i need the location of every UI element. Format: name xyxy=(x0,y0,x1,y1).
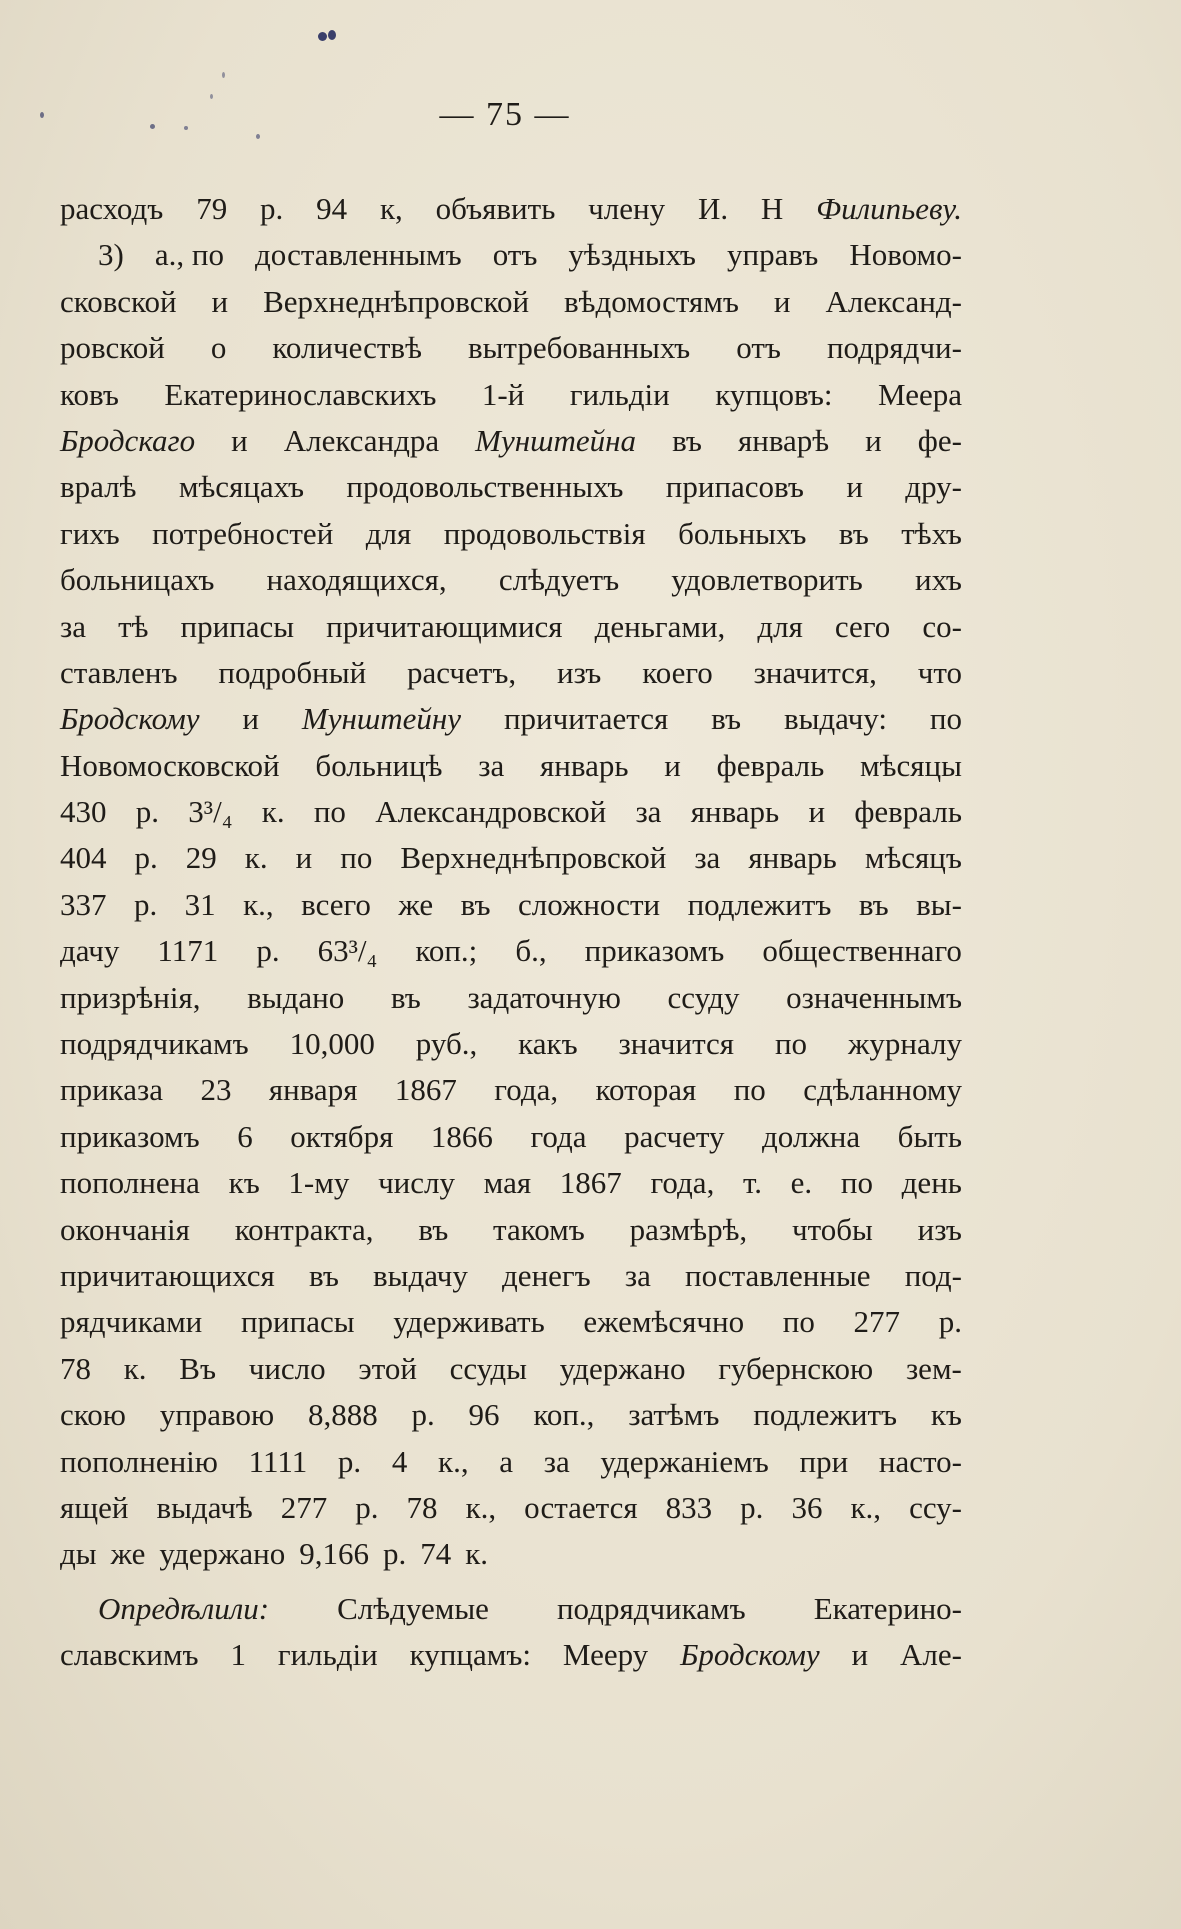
word: что xyxy=(917,654,962,690)
word: къ xyxy=(228,1165,260,1201)
word: мѣсяцъ xyxy=(864,840,962,876)
word: И. xyxy=(697,191,729,226)
word: славскимъ xyxy=(60,1637,199,1673)
word: расходъ xyxy=(60,191,164,226)
word: губернскою xyxy=(718,1350,874,1386)
word: Але- xyxy=(900,1637,962,1673)
italic-word: Мунштейна xyxy=(475,422,637,458)
word: припасовъ xyxy=(665,469,804,505)
text-line xyxy=(60,1253,962,1299)
word: приказомъ xyxy=(584,933,725,969)
word: мѣсяцахъ xyxy=(178,469,305,505)
word: за xyxy=(60,608,87,644)
word: значится xyxy=(618,1026,735,1062)
word: дру- xyxy=(905,469,962,505)
word: 79 xyxy=(196,191,228,226)
word: коп., xyxy=(533,1397,595,1433)
word: доставленнымъ xyxy=(255,237,462,273)
word: причитается xyxy=(503,701,669,737)
word: 833 xyxy=(665,1489,713,1525)
word: въ xyxy=(711,701,742,737)
word: 3³/₄ xyxy=(188,794,233,830)
word: за xyxy=(635,794,662,830)
italic-word: Бродскому xyxy=(60,701,200,737)
word: к, xyxy=(379,191,403,226)
word: въ xyxy=(460,886,491,922)
word: к., xyxy=(438,1443,469,1479)
text-line xyxy=(60,696,962,742)
text-line xyxy=(60,1021,962,1067)
word: февраль xyxy=(854,794,962,830)
word: удержано xyxy=(559,1350,686,1386)
word: к. xyxy=(123,1350,147,1386)
word: означеннымъ xyxy=(786,979,962,1015)
italic-word: Бродскому xyxy=(680,1637,820,1673)
word: ды xyxy=(60,1536,97,1572)
word: 31 xyxy=(184,886,216,922)
word: и xyxy=(295,840,313,876)
word: Меера xyxy=(878,376,962,412)
word: припасы xyxy=(180,608,295,644)
word: Н xyxy=(760,191,784,226)
word: окончанія xyxy=(60,1211,190,1247)
word: пополнена xyxy=(60,1165,200,1201)
italic-word: Филипьеву. xyxy=(816,191,962,226)
word: при xyxy=(799,1443,849,1479)
word: въ xyxy=(672,422,702,458)
word: и xyxy=(851,1637,869,1673)
word: года, xyxy=(494,1072,559,1108)
word: управъ xyxy=(727,237,819,273)
word: к., xyxy=(850,1489,882,1525)
word: января xyxy=(268,1072,358,1108)
paragraph-gap xyxy=(60,1578,962,1586)
word: поставленные xyxy=(685,1257,871,1293)
text-line xyxy=(60,1114,962,1160)
text-line xyxy=(60,372,962,418)
word: январь xyxy=(748,840,837,876)
word: за xyxy=(478,747,505,783)
word: и xyxy=(808,794,826,830)
word: 1867 xyxy=(559,1165,622,1201)
word: за xyxy=(543,1443,570,1479)
word: которая xyxy=(595,1072,697,1108)
word: и xyxy=(242,701,259,737)
word: вѣдомостямъ xyxy=(564,283,739,319)
word: мая xyxy=(483,1165,532,1201)
text-line xyxy=(60,1346,962,1392)
word: ихъ xyxy=(915,562,962,598)
word: р. xyxy=(260,191,284,226)
word: приказа xyxy=(60,1072,164,1108)
word: подробный xyxy=(218,654,367,690)
word: о xyxy=(210,330,227,366)
word: объявить xyxy=(435,191,556,226)
word: быть xyxy=(897,1118,962,1154)
word: ковъ xyxy=(60,376,119,412)
word: гильдіи xyxy=(569,376,670,412)
word: 277 xyxy=(280,1489,328,1525)
word: за xyxy=(694,840,721,876)
word: по xyxy=(840,1165,873,1201)
word: причитающимися xyxy=(326,608,563,644)
word: 6 xyxy=(237,1118,253,1154)
text-line xyxy=(60,789,962,835)
word: к., xyxy=(465,1489,497,1525)
text-line xyxy=(60,1586,962,1632)
word: январь xyxy=(690,794,780,830)
word: находящихся, xyxy=(266,562,447,598)
word: 36 xyxy=(791,1489,823,1525)
word: выдачу: xyxy=(783,701,887,737)
word: ящей xyxy=(60,1489,129,1525)
word: р. xyxy=(938,1304,962,1340)
word: Верхнеднѣпровской xyxy=(400,840,667,876)
word: р. xyxy=(135,794,160,830)
word: октября xyxy=(290,1118,394,1154)
word: насто- xyxy=(878,1443,962,1479)
italic-word: Мунштейну xyxy=(301,701,462,737)
word: выдачѣ xyxy=(156,1489,253,1525)
word: подрядчикамъ xyxy=(556,1590,746,1626)
word: и xyxy=(773,283,791,319)
word: зем- xyxy=(905,1350,962,1386)
word: продовольственныхъ xyxy=(346,469,624,505)
word: 10,000 xyxy=(289,1026,375,1062)
word: количествѣ xyxy=(272,330,422,366)
word: сложности xyxy=(517,886,661,922)
ink-speck-mark xyxy=(256,134,260,139)
word: въ xyxy=(418,1211,449,1247)
word: руб., xyxy=(415,1026,478,1062)
word: пополненію xyxy=(60,1443,218,1479)
word: 430 xyxy=(60,794,107,830)
word: коего xyxy=(642,654,713,690)
word: 8,888 xyxy=(307,1397,378,1433)
word: же xyxy=(110,1536,146,1572)
word: февраль xyxy=(716,747,825,783)
word: какъ xyxy=(518,1026,578,1062)
word: больницѣ xyxy=(315,747,443,783)
word: въ xyxy=(390,979,421,1015)
word: и xyxy=(211,283,229,319)
word: т. xyxy=(743,1165,762,1201)
word: года, xyxy=(650,1165,715,1201)
word: 23 xyxy=(200,1072,232,1108)
word: числу xyxy=(378,1165,455,1201)
word: сковской xyxy=(60,283,177,319)
word: затѣмъ xyxy=(628,1397,720,1433)
word: дачу xyxy=(60,933,120,969)
text-line xyxy=(60,232,962,278)
word: январь xyxy=(540,747,629,783)
word: тѣхъ xyxy=(901,515,962,551)
word: по xyxy=(929,701,962,737)
page-number: — 75 — xyxy=(439,96,571,133)
word: призрѣнія, xyxy=(60,979,201,1015)
word: а., по xyxy=(154,237,224,273)
word: по xyxy=(782,1304,815,1340)
word: ставленъ xyxy=(60,654,178,690)
word: удовлетворить xyxy=(671,562,863,598)
word: гихъ xyxy=(60,515,120,551)
word: потребностей xyxy=(152,515,334,551)
word: и xyxy=(664,747,681,783)
word: число xyxy=(248,1350,326,1386)
word: Александра xyxy=(283,422,440,458)
word: коп.; xyxy=(415,933,478,969)
word: тѣ xyxy=(118,608,149,644)
word: удержано xyxy=(159,1536,286,1572)
word: 4 xyxy=(391,1443,408,1479)
text-line xyxy=(60,1160,962,1206)
text-line xyxy=(60,882,962,928)
word: к. xyxy=(261,794,285,830)
text-line xyxy=(60,604,962,650)
word: р. xyxy=(383,1536,407,1572)
word: по xyxy=(313,794,346,830)
text-line xyxy=(60,650,962,696)
word: 74 xyxy=(420,1536,452,1572)
word: подрядчикамъ xyxy=(60,1026,249,1062)
word: ровской xyxy=(60,330,165,366)
word: вытребованныхъ xyxy=(467,330,691,366)
italic-word: Бродскаго xyxy=(60,422,196,458)
word: больницахъ xyxy=(60,562,215,598)
word: р. xyxy=(337,1443,362,1479)
word: 404 xyxy=(60,840,107,876)
word: Верхнеднѣпровской xyxy=(263,283,530,319)
word: купцовъ: xyxy=(715,376,833,412)
word: 78 xyxy=(60,1350,91,1386)
word: этой xyxy=(358,1350,417,1386)
word: вы- xyxy=(916,886,962,922)
word: денегъ xyxy=(502,1257,591,1293)
word: 96 xyxy=(468,1397,500,1433)
text-line xyxy=(60,1299,962,1345)
text-line-last xyxy=(60,1531,962,1577)
word: скою xyxy=(60,1397,126,1433)
word: въ xyxy=(858,886,889,922)
word: р. xyxy=(740,1489,764,1525)
word: 29 xyxy=(185,840,217,876)
word: 9,166 xyxy=(299,1536,369,1572)
word: а xyxy=(499,1443,514,1479)
word: удержаніемъ xyxy=(600,1443,769,1479)
word: Слѣдуемые xyxy=(337,1590,489,1626)
word: к., xyxy=(243,886,274,922)
ink-speck-mark xyxy=(222,72,225,78)
body-text xyxy=(60,186,962,1679)
word: сдѣланному xyxy=(803,1072,962,1108)
word: 1 xyxy=(230,1637,246,1673)
word: значится, xyxy=(753,654,877,690)
word: 1-му xyxy=(288,1165,350,1201)
word: года xyxy=(530,1118,587,1154)
word: уѣздныхъ xyxy=(568,237,696,273)
text-line xyxy=(60,279,962,325)
word: расчетъ, xyxy=(407,654,517,690)
word: задаточную xyxy=(467,979,621,1015)
word: члену xyxy=(588,191,666,226)
word: расчету xyxy=(624,1118,725,1154)
word: больныхъ xyxy=(678,515,807,551)
word: по xyxy=(340,840,373,876)
word: причитающихся xyxy=(60,1257,275,1293)
word: Новомосковской xyxy=(60,747,280,783)
word: для xyxy=(365,515,412,551)
word: деньгами, xyxy=(594,608,726,644)
word: 1866 xyxy=(430,1118,493,1154)
text-line xyxy=(60,928,962,974)
word: 277 xyxy=(853,1304,901,1340)
word: р. xyxy=(355,1489,379,1525)
word: ссу- xyxy=(909,1489,962,1525)
word: приказомъ xyxy=(60,1118,200,1154)
word: общественнаго xyxy=(762,933,962,969)
word: подлежитъ xyxy=(753,1397,898,1433)
word: купцамъ: xyxy=(409,1637,531,1673)
text-line xyxy=(60,511,962,557)
text-line xyxy=(60,1392,962,1438)
word: всего xyxy=(301,886,371,922)
text-line xyxy=(60,1485,962,1531)
word: Екатерино- xyxy=(813,1590,962,1626)
word: Александ- xyxy=(825,283,962,319)
word: е. xyxy=(790,1165,813,1201)
word: за xyxy=(624,1257,651,1293)
text-line xyxy=(60,743,962,789)
text-line xyxy=(60,1439,962,1485)
word: Въ xyxy=(179,1350,216,1386)
word: 63³/₄ xyxy=(317,933,378,969)
word: р. xyxy=(133,886,158,922)
text-line xyxy=(60,975,962,1021)
word: Новомо- xyxy=(849,237,962,273)
word: 3) xyxy=(98,237,124,273)
word: р. xyxy=(256,933,280,969)
word: 1867 xyxy=(394,1072,457,1108)
word: Александровской xyxy=(375,794,607,830)
word: по xyxy=(733,1072,766,1108)
word: управою xyxy=(159,1397,275,1433)
text-line xyxy=(60,1632,962,1678)
word: изъ xyxy=(556,654,602,690)
text-line xyxy=(60,1207,962,1253)
text-line xyxy=(60,325,962,371)
text-line xyxy=(60,835,962,881)
word: к. xyxy=(465,1536,489,1572)
word: отъ xyxy=(736,330,781,366)
word: въ xyxy=(308,1257,339,1293)
word: день xyxy=(901,1165,962,1201)
word: должна xyxy=(762,1118,861,1154)
word: 1111 xyxy=(248,1443,308,1479)
word: выдачу xyxy=(373,1257,468,1293)
ink-blot-mark xyxy=(318,32,327,41)
word: вралѣ xyxy=(60,469,137,505)
text-line xyxy=(60,186,962,232)
word: подрядчи- xyxy=(826,330,962,366)
word: ежемѣсячно xyxy=(583,1304,745,1340)
word: сего xyxy=(834,608,891,644)
word: со- xyxy=(922,608,962,644)
word: и xyxy=(865,422,882,458)
word: журналу xyxy=(847,1026,962,1062)
word: слѣдуетъ xyxy=(498,562,620,598)
word: подлежитъ xyxy=(687,886,832,922)
word: отъ xyxy=(492,237,538,273)
word: припасы xyxy=(240,1304,355,1340)
word: ссуду xyxy=(667,979,740,1015)
word: Екатеринославскихъ xyxy=(164,376,437,412)
word: и xyxy=(846,469,863,505)
word: въ xyxy=(838,515,869,551)
word: 78 xyxy=(406,1489,438,1525)
text-line xyxy=(60,557,962,603)
word: и xyxy=(231,422,248,458)
word: 1-й xyxy=(481,376,525,412)
word: изъ xyxy=(917,1211,962,1247)
word: остается xyxy=(524,1489,638,1525)
word: р. xyxy=(134,840,158,876)
word: р. xyxy=(411,1397,435,1433)
word: под- xyxy=(904,1257,962,1293)
word: для xyxy=(757,608,803,644)
word: размѣрѣ, xyxy=(629,1211,748,1247)
word: къ xyxy=(930,1397,962,1433)
word: гильдіи xyxy=(277,1637,378,1673)
ink-blot-mark xyxy=(328,30,336,40)
word: Мееру xyxy=(562,1637,649,1673)
word: по xyxy=(774,1026,808,1062)
word: б., xyxy=(515,933,547,969)
text-line xyxy=(60,1067,962,1113)
text-line xyxy=(60,418,962,464)
word: выдано xyxy=(247,979,345,1015)
word: чтобы xyxy=(791,1211,873,1247)
word: январѣ xyxy=(737,422,830,458)
word: фе- xyxy=(917,422,962,458)
word: ссуды xyxy=(449,1350,527,1386)
word: 337 xyxy=(60,886,107,922)
word: такомъ xyxy=(493,1211,585,1247)
word: к. xyxy=(244,840,268,876)
word: мѣсяцы xyxy=(860,747,962,783)
text-line xyxy=(60,464,962,510)
italic-word: Опредѣлили: xyxy=(98,1590,270,1626)
word: 94 xyxy=(316,191,348,226)
word: 1171 xyxy=(157,933,219,969)
word: же xyxy=(398,886,434,922)
word: контракта, xyxy=(234,1211,374,1247)
word: рядчиками xyxy=(60,1304,203,1340)
word: продовольствія xyxy=(443,515,646,551)
word: удерживать xyxy=(393,1304,545,1340)
